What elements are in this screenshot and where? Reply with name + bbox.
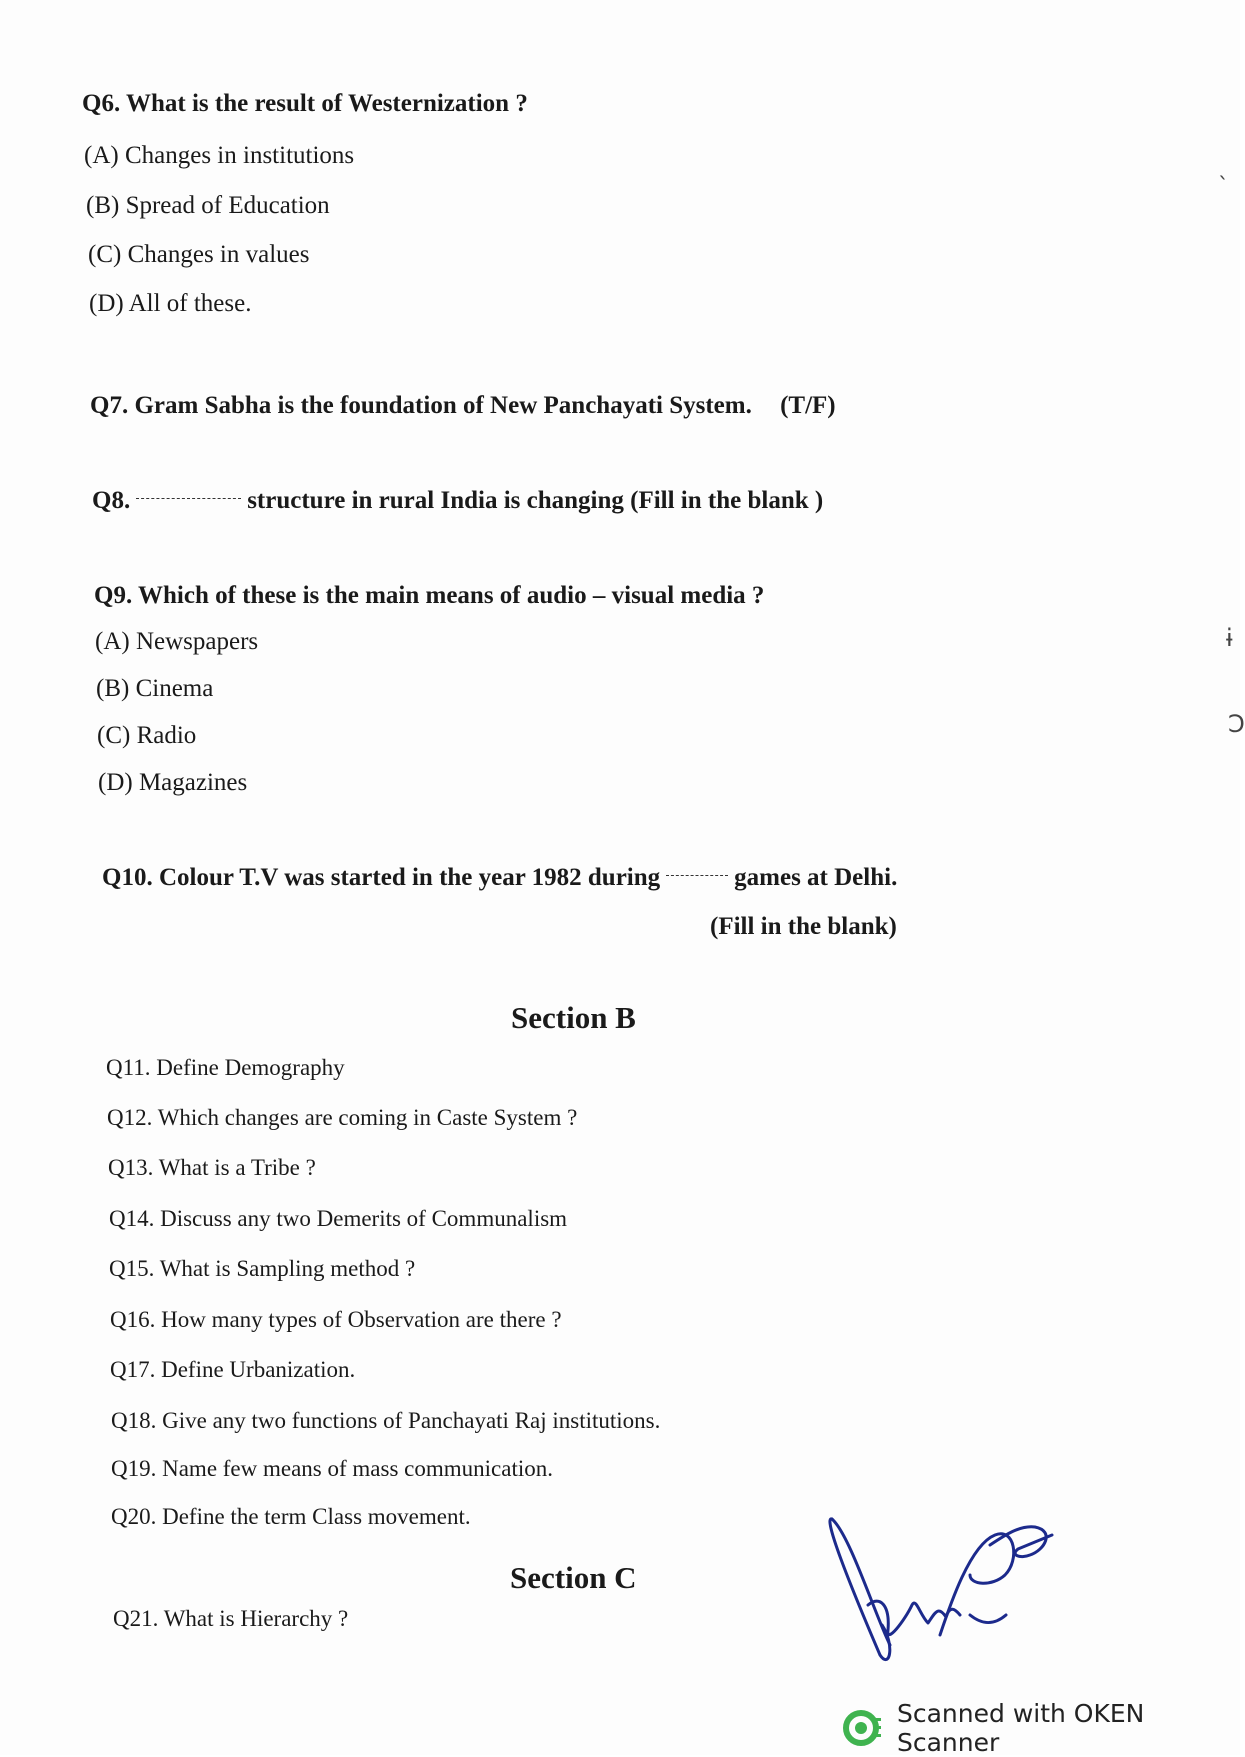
q8-blank [136,498,241,499]
section-b-question: Q11. Define Demography [106,1055,345,1080]
q10-question [102,864,897,892]
q6-option-d: (D) All of these. [89,290,252,317]
section-b-question: Q19. Name few means of mass communication. [111,1456,553,1481]
signature-stroke [832,1519,890,1645]
signature-stroke [970,1615,1006,1623]
scan-margin-mark: ɨ [1226,624,1233,652]
logo-bar [874,1726,881,1729]
q6-question: Q6. What is the result of Westernization ? [82,90,528,117]
section-b-question: Q14. Discuss any two Demerits of Communalism [109,1206,568,1231]
section-b-question: Q16. How many types of Observation are there ? [110,1307,562,1332]
section-c-heading: Section C [510,1560,637,1595]
handwritten-signature [820,1505,1070,1675]
section-b-question: Q12. Which changes are coming in Caste System ? [107,1105,578,1130]
q7-question [90,392,836,420]
q9-question: Q9. Which of these is the main means of audio – visual media ? [94,582,765,609]
signature-stroke [990,1527,1052,1557]
q9-option-a: (A) Newspapers [95,628,259,655]
scanner-watermark [843,1699,1240,1757]
q6-option-c: (C) Changes in values [88,241,310,268]
oken-scanner-logo-icon [843,1708,883,1748]
section-b-question: Q17. Define Urbanization. [110,1357,356,1382]
logo-bar [874,1718,881,1721]
q10-suffix: games at Delhi. [734,864,898,891]
q9-option-c: (C) Radio [97,722,197,749]
section-b-question: Q13. What is a Tribe ? [108,1155,316,1180]
scan-margin-mark: ˎ [1218,155,1229,180]
q9-option-b: (B) Cinema [96,675,214,702]
q10-note: (Fill in the blank) [710,913,897,940]
q7-tag: (T/F) [780,392,836,419]
section-b-heading: Section B [511,1000,636,1035]
q6-option-b: (B) Spread of Education [86,192,330,219]
scan-margin-mark: Ɔ [1228,710,1245,738]
section-b-question: Q18. Give any two functions of Panchayati Raj institutions. [111,1408,661,1433]
q6-option-a: (A) Changes in institutions [84,142,355,169]
q8-suffix: structure in rural India is changing (Fill in the blank ) [247,487,824,514]
q8-prefix: Q8. [92,487,131,514]
section-b-question: Q20. Define the term Class movement. [111,1504,471,1529]
q8-question [92,487,823,515]
q7-text: Q7. Gram Sabha is the foundation of New Panchayati System. [90,392,752,419]
signature-stroke [830,1519,890,1660]
logo-bar [874,1734,881,1737]
scanner-watermark-text: Scanned with OKEN Scanner [897,1699,1145,1757]
q10-prefix: Q10. Colour T.V was started in the year 1982 during [102,864,661,891]
section-b-question: Q15. What is Sampling method ? [109,1256,416,1281]
logo-dot [855,1722,867,1734]
section-c-question: Q21. What is Hierarchy ? [113,1606,349,1631]
q10-blank [666,875,728,876]
q9-option-d: (D) Magazines [98,769,248,796]
